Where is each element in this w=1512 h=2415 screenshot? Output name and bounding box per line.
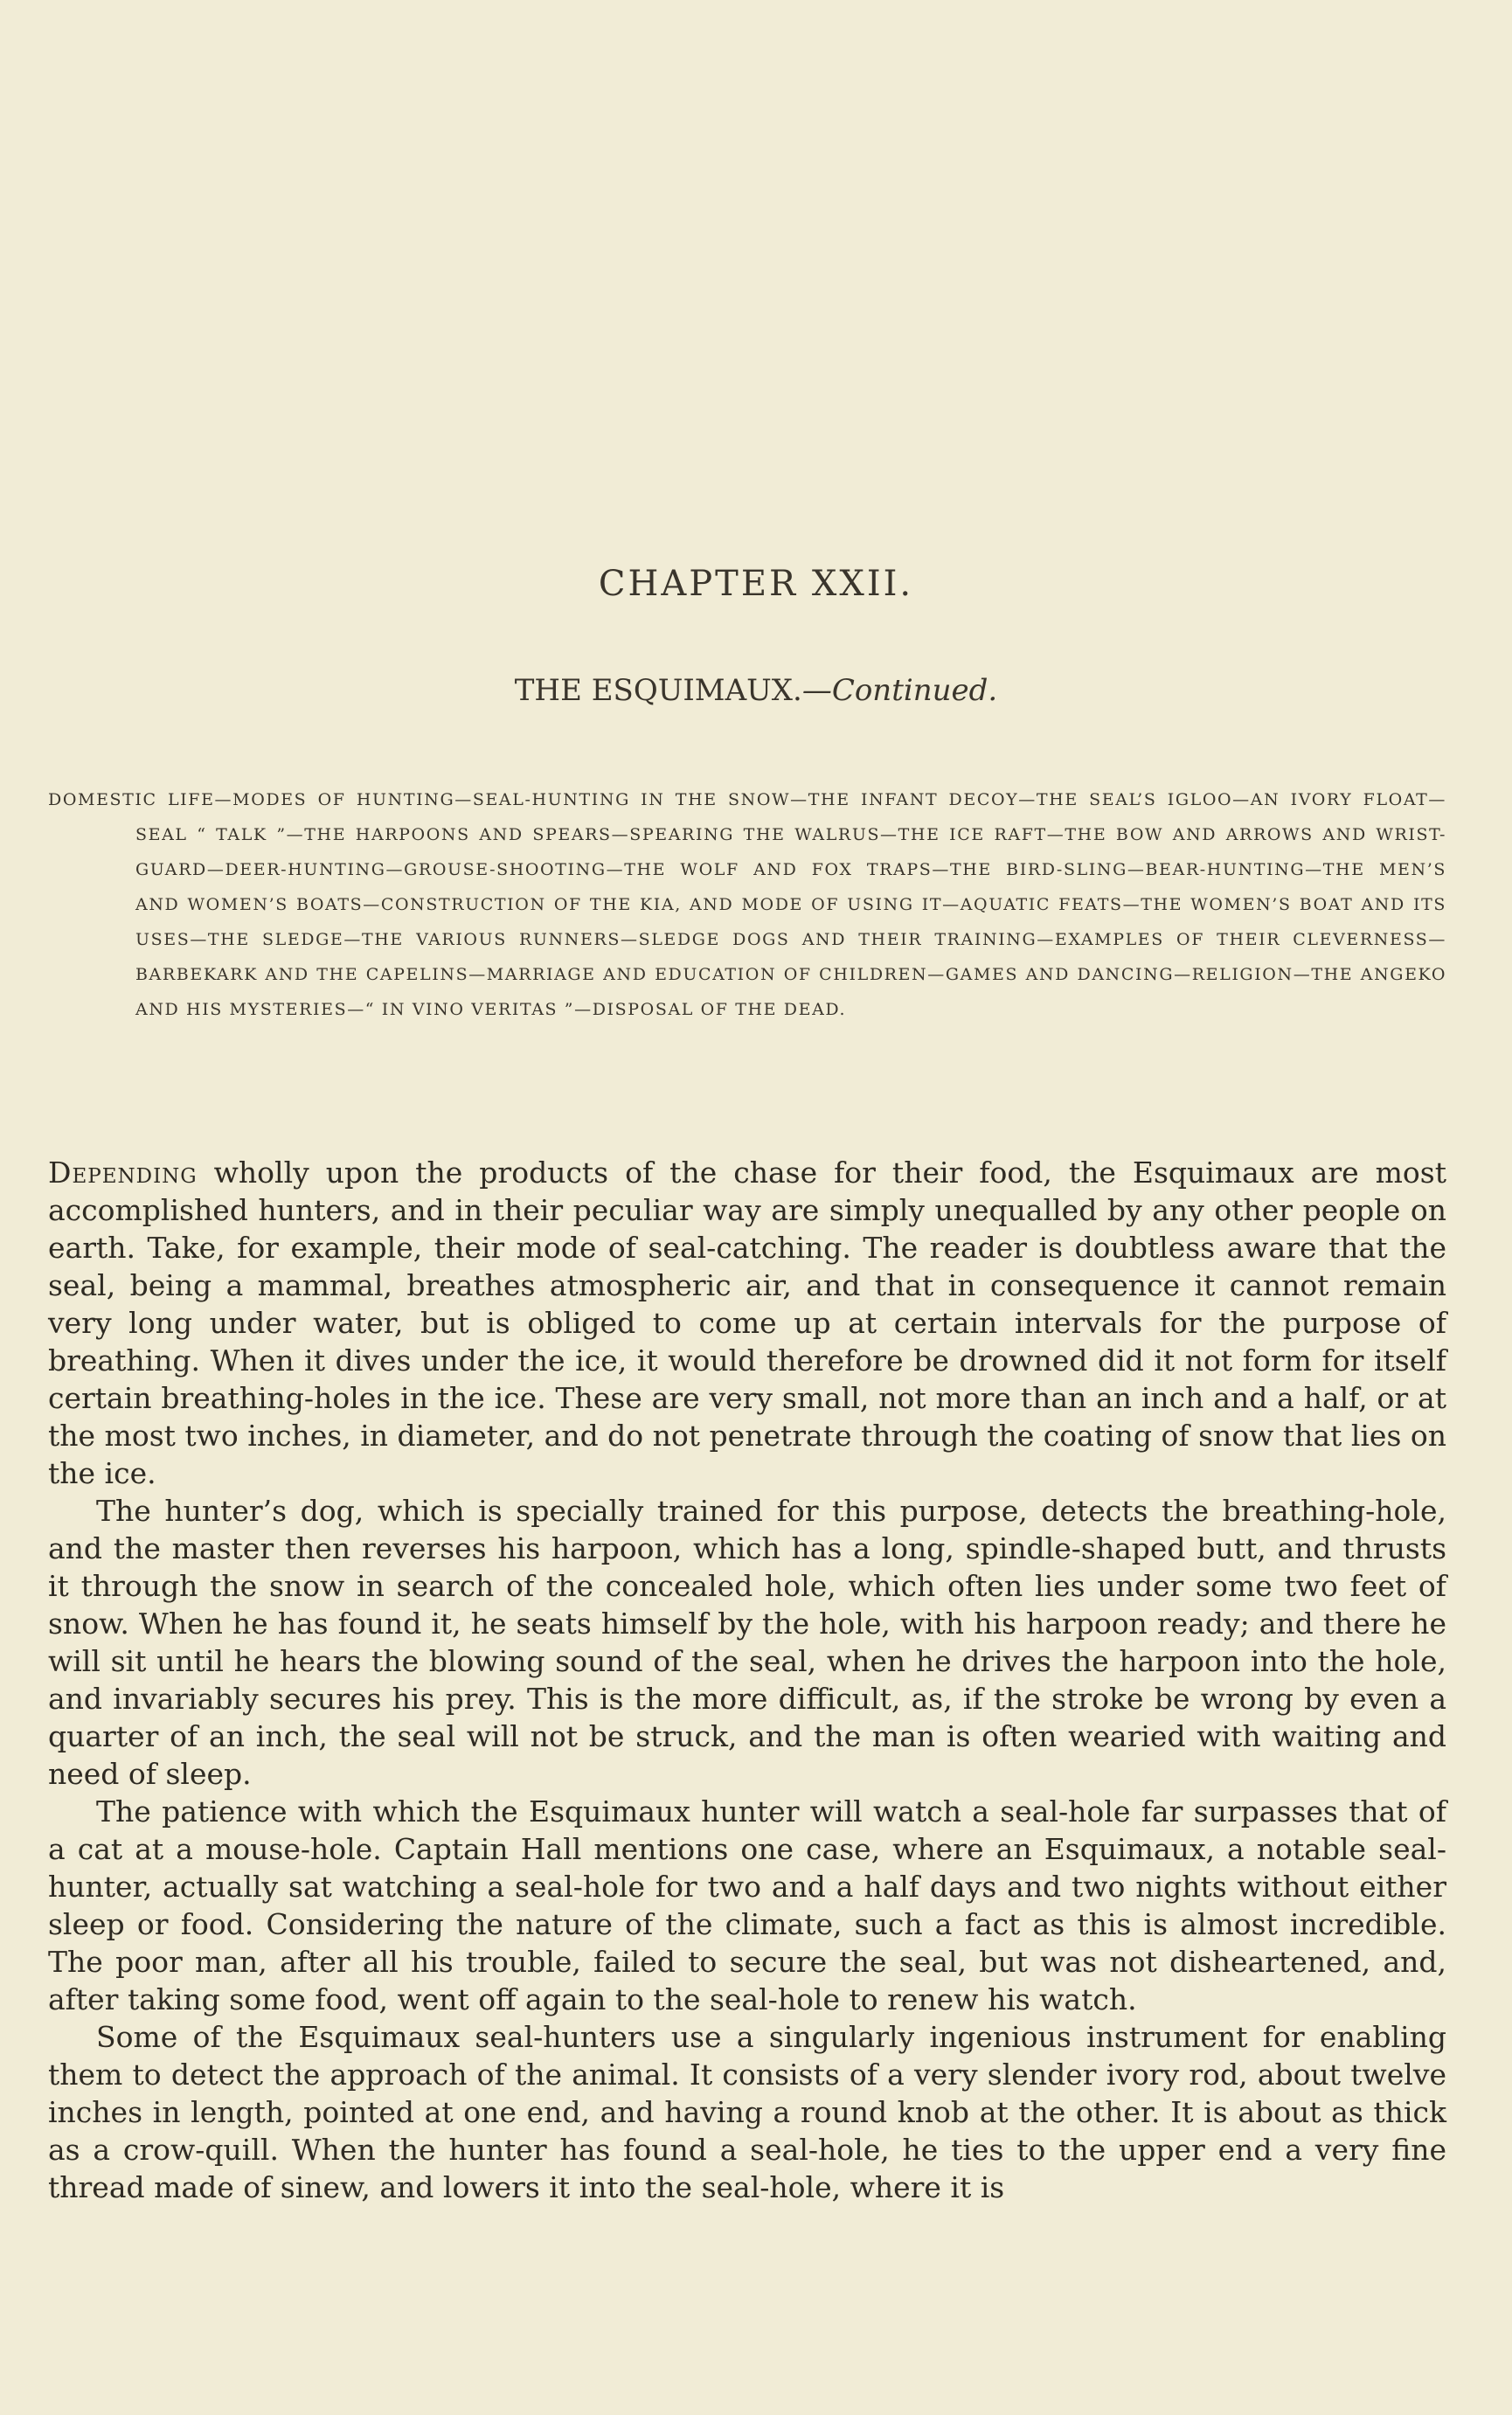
chapter-heading: CHAPTER XXII. xyxy=(598,564,914,604)
subtitle-main: THE ESQUIMAUX. xyxy=(514,673,802,708)
chapter-summary-text: DOMESTIC LIFE—MODES OF HUNTING—SEAL-HUNTING IN THE SNOW—THE INFANT DECOY—THE SEAL’S IGLOO—AN IVORY FLOAT—SEAL “ TALK ”—THE HARPOONS AND SPEARS—SPEARING THE WALRUS—THE ICE RAFT—THE BOW AND ARROWS AND WRIST-GUARD—DEER-HUNTING—GROUSE-SHOOTING—THE WOLF AND FOX TRAPS—THE BIRD-SLING—BEAR-HUNTING—THE MEN’S AND WOMEN’S BOATS—CONSTRUCTION OF THE KIA, AND MODE OF USING IT—AQUATIC FEATS—THE WOMEN’S BOAT AND ITS USES—THE SLEDGE—THE VARIOUS RUNNERS—SLEDGE DOGS AND THEIR TRAINING—EXAMPLES OF THEIR CLEVERNESS—BARBEKARK AND THE CAPELINS—MARRIAGE AND EDUCATION OF CHILDREN—GAMES AND DANCING—RELIGION—THE ANGEKO AND HIS MYSTERIES—“ IN VINO VERITAS ”—DISPOSAL OF THE DEAD. xyxy=(48,790,1446,1019)
subtitle-continued: —Continued. xyxy=(801,673,998,708)
paragraph-2: The hunter’s dog, which is specially trained for this purpose, detects the breathing-hole, and the master then reverses his harpoon, which has a long, spindle-shaped butt, and thrusts it through the snow in search of the concealed hole, which often lies under some two feet of snow. When he has found it, he seats himself by the hole, with his harpoon ready; and there he will sit until he hears the blowing sound of the seal, when he drives the harpoon into the hole, and invariably secures his prey. This is the more difficult, as, if the stroke be wrong by even a quarter of an inch, the seal will not be struck, and the man is often wearied with waiting and need of sleep. xyxy=(48,1494,1446,1791)
chapter-summary xyxy=(48,782,1446,1027)
chapter-subtitle xyxy=(0,673,1512,708)
paragraph-1 xyxy=(48,1154,1446,1492)
paragraph-1-text: wholly upon the products of the chase for their food, the Esquimaux are most accomplished hunters, and in their peculiar way are simply unequalled by any other people on earth. Take, for example, their mode of seal-catching. The reader is doubtless aware that the seal, being a mammal, breathes atmospheric air, and that in consequence it cannot remain very long under water, but is obliged to come up at certain intervals for the purpose of breathing. When it dives under the ice, it would therefore be drowned did it not form for itself certain breathing-holes in the ice. These are very small, not more than an inch and a half, or at the most two inches, in diameter, and do not penetrate through the coating of snow that lies on the ice. xyxy=(48,1155,1446,1490)
paragraph-1-lead: Depending xyxy=(48,1155,198,1190)
body-text xyxy=(48,1154,1446,2206)
paragraph-4: Some of the Esquimaux seal-hunters use a singularly ingenious instrument for enabling them to detect the approach of the animal. It consists of a very slender ivory rod, about twelve inches in length, pointed at one end, and having a round knob at the other. It is about as thick as a crow-quill. When the hunter has found a seal-hole, he ties to the upper end a very fine thread made of sinew, and lowers it into the seal-hole, where it is xyxy=(48,2020,1446,2204)
paragraph-3: The patience with which the Esquimaux hunter will watch a seal-hole far surpasses that of a cat at a mouse-hole. Captain Hall mentions one case, where an Esquimaux, a notable seal-hunter, actually sat watching a seal-hole for two and a half days and two nights without either sleep or food. Considering the nature of the climate, such a fact as this is almost incredible. The poor man, after all his trouble, failed to secure the seal, but was not disheartened, and, after taking some food, went off again to the seal-hole to renew his watch. xyxy=(48,1794,1446,2016)
